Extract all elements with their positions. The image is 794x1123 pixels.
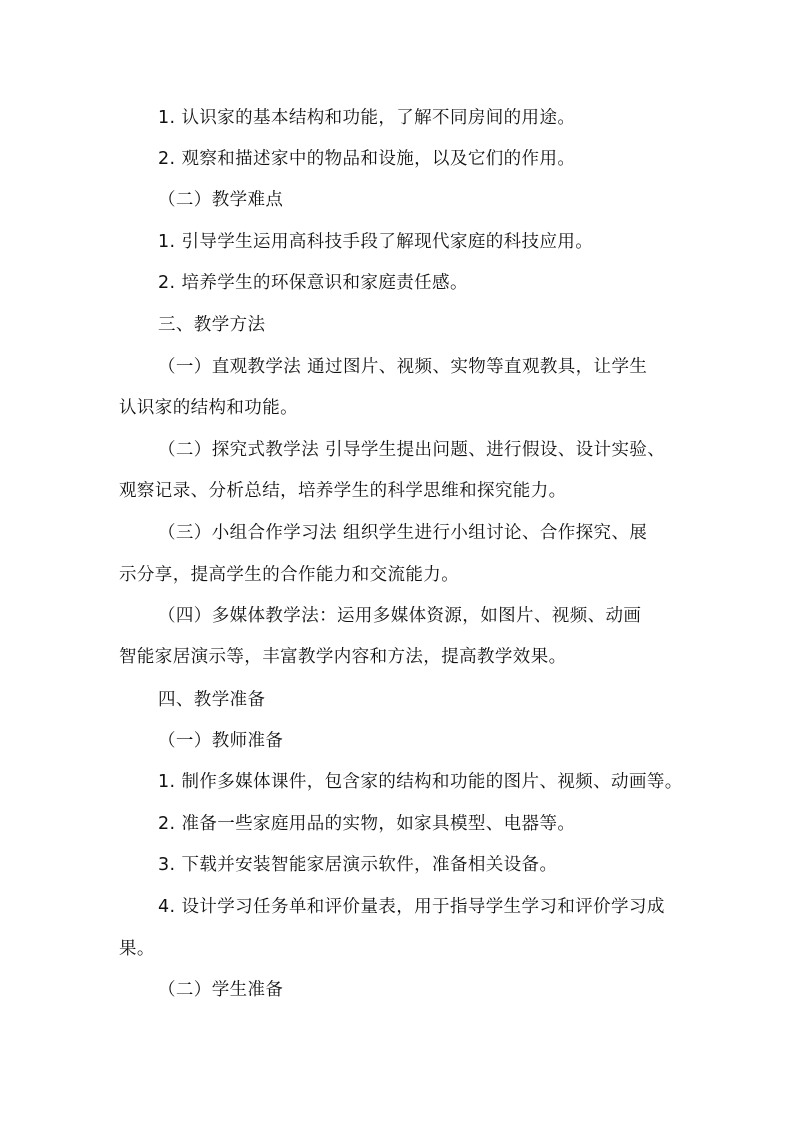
paragraph-line: 果。	[119, 939, 155, 959]
paragraph-line: 1. 制作多媒体课件，包含家的结构和功能的图片、视频、动画等。	[158, 772, 683, 792]
section-heading: 三、教学方法	[158, 315, 266, 335]
paragraph-line: 1. 引导学生运用高科技手段了解现代家庭的科技应用。	[158, 232, 594, 252]
paragraph-line: 1. 认识家的基本结构和功能，了解不同房间的用途。	[158, 108, 576, 128]
paragraph-line: 2. 观察和描述家中的物品和设施，以及它们的作用。	[158, 149, 576, 169]
paragraph-line: 示分享，提高学生的合作能力和交流能力。	[119, 565, 460, 585]
paragraph-line: （四）多媒体教学法：运用多媒体资源，如图片、视频、动画	[158, 606, 642, 626]
section-heading: （二）教学难点	[158, 190, 284, 210]
paragraph-line: 智能家居演示等，丰富教学内容和方法，提高教学效果。	[119, 647, 567, 667]
paragraph-line: （二）探究式教学法 引导学生提出问题、进行假设、设计实验、	[158, 440, 666, 460]
paragraph-line: 3. 下载并安装智能家居演示软件，准备相关设备。	[158, 855, 558, 875]
paragraph-line: 观察记录、分析总结，培养学生的科学思维和探究能力。	[119, 481, 567, 501]
section-heading: 四、教学准备	[158, 690, 266, 710]
paragraph-line: 2. 准备一些家庭用品的实物，如家具模型、电器等。	[158, 814, 576, 834]
section-heading: （一）教师准备	[158, 731, 284, 751]
section-heading: （二）学生准备	[158, 980, 284, 1000]
paragraph-line: 4. 设计学习任务单和评价量表，用于指导学生学习和评价学习成	[158, 897, 665, 917]
paragraph-line: 2. 培养学生的环保意识和家庭责任感。	[158, 273, 468, 293]
paragraph-line: 认识家的结构和功能。	[119, 398, 298, 418]
paragraph-line: （三）小组合作学习法 组织学生进行小组讨论、合作探究、展	[158, 523, 648, 543]
paragraph-line: （一）直观教学法 通过图片、视频、实物等直观教具，让学生	[158, 357, 648, 377]
